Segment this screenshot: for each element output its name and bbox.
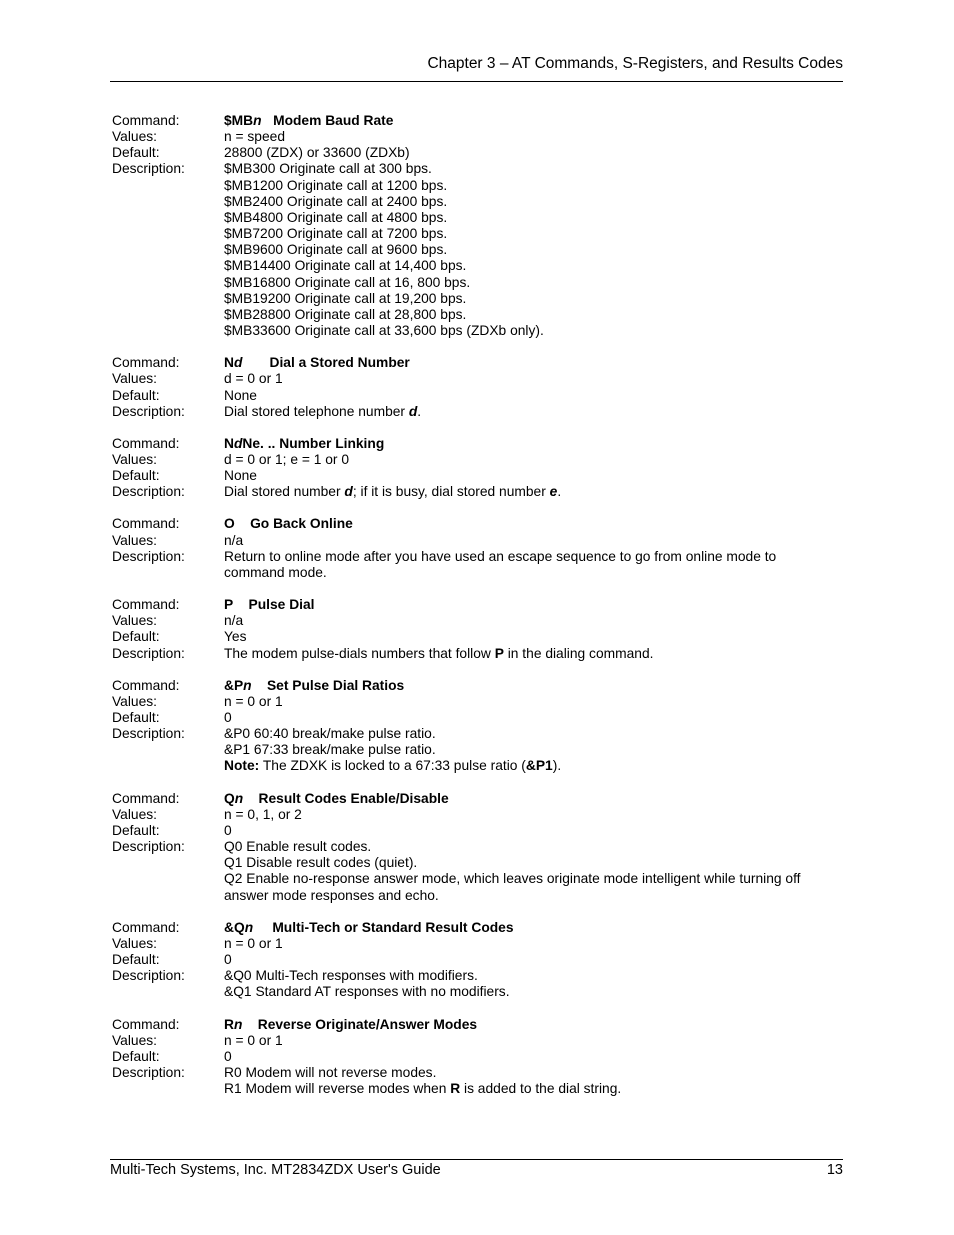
description: The modem pulse-dials numbers that follow P in the dialing command. [224, 645, 654, 661]
description: Dial stored number d; if it is busy, dial stored number e. [224, 484, 562, 500]
command-entry: Command: NdNe. .. Number Linking Values: d = 0 or 1; e = 1 or 0 Default: None Description: Dial stored number d; if it is busy, dial stored number e. [112, 436, 832, 501]
command-title: $MBn Modem Baud Rate [224, 113, 394, 128]
command-entry: Command: O Go Back Online Values: n/a Description: Return to online mode after you have used an escape sequence to go from online mode to command mode. [112, 516, 832, 581]
page-number: 13 [826, 1162, 843, 1178]
note: Note: The ZDXK is locked to a 67:33 pulse ratio (&P1). [224, 758, 562, 774]
description: Q0 Enable result codes. Q1 Disable result codes (quiet). Q2 Enable no-response answer mode, which leaves originate mode intelligent while turning off answer mode responses and echo. [224, 839, 801, 903]
description: &Q0 Multi-Tech responses with modifiers. &Q1 Standard AT responses with no modifiers. [224, 968, 510, 1000]
page-header [110, 55, 843, 82]
command-title: &Qn Multi-Tech or Standard Result Codes [224, 919, 514, 935]
footer-title: Multi-Tech Systems, Inc. MT2834ZDX User's Guide [110, 1162, 441, 1178]
description: $MB300 Originate call at 300 bps. $MB1200 Originate call at 1200 bps. $MB2400 Originate call at 2400 bps. $MB4800 Originate call at 4800 bps. $MB7200 Originate call at 7200 bps. $MB9600 Originate call at 9600 bps. $MB14400 Originate call at 14,400 bps. $MB16800 Originate call at 16, 800 bps. $MB19200 Originate call at 19,200 bps. $MB28800 Originate call at 28,800 bps. $MB33600 Originate call at 33,600 bps (ZDXb only). [224, 161, 544, 339]
command-title: Qn Result Codes Enable/Disable [224, 790, 449, 806]
chapter-title: Chapter 3 – AT Commands, S-Registers, and Results Codes [427, 55, 843, 72]
command-title: O Go Back Online [224, 516, 353, 532]
command-title: &Pn Set Pulse Dial Ratios [224, 677, 405, 693]
description: Return to online mode after you have used an escape sequence to go from online mode to command mode. [224, 548, 777, 580]
command-entry: Command: Rn Reverse Originate/Answer Modes Values: n = 0 or 1 Default: 0 Description: R0 Modem will not reverse modes. R1 Modem will reverse modes when R is added to the dial string. [112, 1017, 832, 1098]
description: &P0 60:40 break/make pulse ratio. &P1 67:33 break/make pulse ratio. Note: The ZDXK is locked to a 67:33 pulse ratio (&P1). [224, 726, 832, 774]
command-entry: Command: Nd Dial a Stored Number Values: d = 0 or 1 Default: None Description: Dial stored telephone number d. [112, 355, 832, 420]
command-title: Nd Dial a Stored Number [224, 355, 410, 371]
description: Dial stored telephone number d. [224, 403, 422, 419]
command-reference [112, 113, 832, 1113]
command-entry: Command: &Pn Set Pulse Dial Ratios Values: n = 0 or 1 Default: 0 Description: &P0 60:40 break/make pulse ratio. &P1 67:33 break/make pulse ratio. Note: The ZDXK is locked to a 67:33 pulse ratio (&P1). [112, 678, 832, 775]
command-entry: Command: &Qn Multi-Tech or Standard Result Codes Values: n = 0 or 1 Default: 0 Description: &Q0 Multi-Tech responses with modifiers. &Q1 Standard AT responses with no modifiers. [112, 920, 832, 1001]
command-entry: Command: $MBn Modem Baud Rate Values: n = speed Default: 28800 (ZDX) or 33600 (ZDXb) Description: $MB300 Originate call at 300 bps. $MB1200 Originate call at 1200 bps. $MB2400 Originate call at 2400 bps. $MB4800 Originate call at 4800 bps. $MB7200 Originate call at 7200 bps. $MB9600 Originate call at 9600 bps. $MB14400 Originate call at 14,400 bps. $MB16800 Originate call at 16, 800 bps. $MB19200 Originate call at 19,200 bps. $MB28800 Originate call at 28,800 bps. $MB33600 Originate call at 33,600 bps (ZDXb only). [112, 113, 832, 339]
command-title: Rn Reverse Originate/Answer Modes [224, 1016, 478, 1032]
page-footer [110, 1159, 843, 1178]
command-title: NdNe. .. Number Linking [224, 435, 385, 451]
command-entry: Command: P Pulse Dial Values: n/a Default: Yes Description: The modem pulse-dials numbers that follow P in the dialing command. [112, 597, 832, 662]
command-entry: Command: Qn Result Codes Enable/Disable Values: n = 0, 1, or 2 Default: 0 Description: Q0 Enable result codes. Q1 Disable result codes (quiet). Q2 Enable no-response answer mode, which leaves originate mode intelligent while turning off answer mode responses and echo. [112, 791, 832, 904]
description: R0 Modem will not reverse modes. R1 Modem will reverse modes when R is added to the dial string. [224, 1064, 622, 1097]
command-title: P Pulse Dial [224, 597, 315, 613]
